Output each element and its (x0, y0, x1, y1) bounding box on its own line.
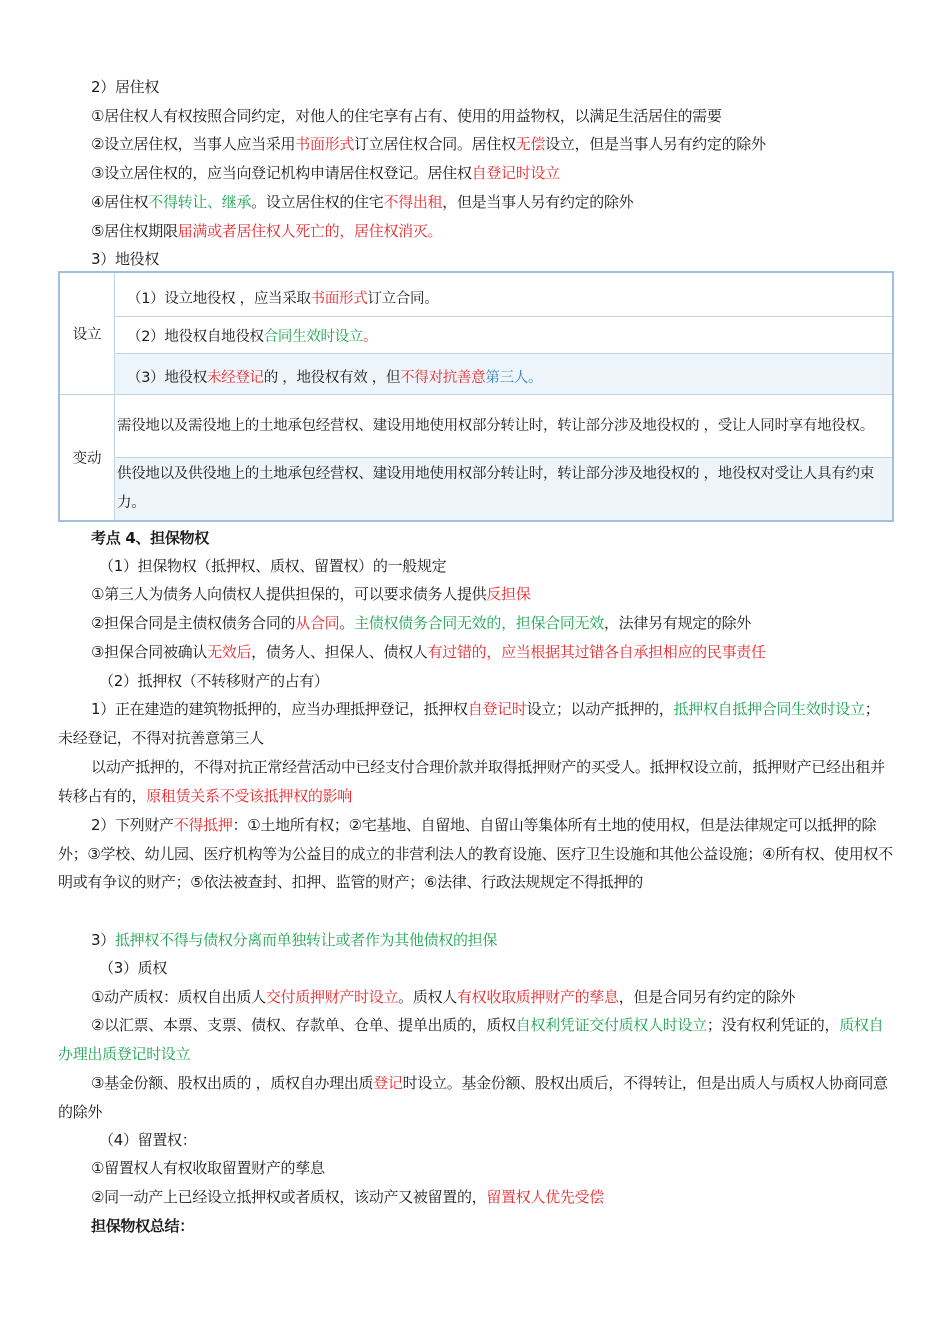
highlight-text-red: 无偿 (515, 135, 546, 153)
text-segment: 以动产抵押的，不得对抗正常经营活动中已经支付合理价款并取得抵押财产的买受人。抵押权设立前，抵押财产已经出租并转移占有的， (58, 758, 885, 805)
paragraph (58, 695, 894, 753)
paragraph (58, 753, 894, 811)
text-segment: 订立合同。 (367, 291, 439, 307)
table-cell (115, 458, 894, 522)
text-segment: 3） (91, 931, 115, 949)
highlight-text-red: 届满或者居住权人死亡的，居住权消灭。 (177, 222, 443, 240)
highlight-text-red: 不得对抗善意 (400, 369, 486, 386)
highlight-text-red: 从合同 (295, 614, 340, 632)
text-segment: 设立；以动产抵押的， (526, 700, 674, 718)
highlight-text-red: 登记 (373, 1074, 403, 1092)
table-row (59, 317, 893, 354)
highlight-text-green: 不得转让、继承 (148, 193, 252, 211)
text-segment: 订立居住权合同。居住权 (354, 135, 516, 153)
section-title-diyiquan: 3）地役权 (91, 250, 160, 268)
text-segment: ②设立居住权，当事人应当采用 (91, 135, 296, 153)
table-cell (115, 272, 894, 317)
highlight-text-red: 交付质押财产时设立 (265, 988, 399, 1006)
paragraph (91, 102, 927, 130)
paragraph (58, 1011, 894, 1069)
paragraph (91, 926, 927, 954)
text-segment: （2）地役权自地役权 (127, 328, 264, 345)
text-segment: 供役地以及供役地上的土地承包经营权、建设用地使用权部分转让时，转让部分涉及地役权的 ，地役权对受让人具有约束力。 (117, 466, 874, 511)
highlight-text-green: 质权自办理出质登记时设立 (58, 1016, 884, 1063)
highlight-text-red: 反担保 (486, 585, 531, 603)
section-title-juzhuquan: 2）居住权 (91, 78, 160, 96)
text-segment: ②同一动产上已经设立抵押权或者质权，该动产又被留置的， (91, 1188, 487, 1206)
highlight-text-green: 抵押权自抵押合同生效时设立 (673, 700, 865, 718)
highlight-text-red: 自登记时 (467, 700, 527, 718)
text-segment: 需役地以及需役地上的土地承包经营权、建设用地使用权部分转让时，转让部分涉及地役权的 ，受让人同时享有地役权。 (117, 417, 874, 434)
table-cell (115, 395, 894, 458)
text-segment: ②以汇票、本票、支票、债权、存款单、仓单、提单出质的，质权 (91, 1016, 516, 1034)
highlight-text-green: 主债权债务合同无效的，担保合同无效 (354, 614, 604, 632)
paragraph (91, 983, 927, 1011)
subsection-title-lien: （4）留置权： (99, 1131, 197, 1149)
summary-heading: 担保物权总结： (91, 1217, 194, 1235)
highlight-text-red: 自登记时设立 (471, 164, 560, 182)
text-segment: 。设立居住权的住宅 (251, 193, 384, 211)
text-segment: ①居住权人有权按照合同约定，对他人的住宅享有占有、使用的用益物权，以满足生活居住的需要 (91, 107, 722, 125)
table-cell (115, 354, 894, 395)
highlight-text-red: 不得抵押 (173, 816, 233, 834)
paragraph (91, 217, 927, 245)
text-segment: ，但是合同另有约定的除外 (618, 988, 796, 1006)
paragraph (58, 1069, 894, 1127)
paragraph (91, 638, 927, 666)
text-segment: ③基金份额、股权出质的 ，质权自办理出质 (91, 1074, 374, 1092)
text-segment: ，法律另有规定的除外 (603, 614, 751, 632)
text-segment: 。质权人 (398, 988, 457, 1006)
text-segment: 设立，但是当事人另有约定的除外 (545, 135, 766, 153)
section-heading-danbao: 考点 4、担保物权 (91, 529, 209, 547)
highlight-text-red: 未经登记 (206, 369, 264, 386)
paragraph (91, 159, 927, 187)
table-cell (115, 317, 894, 354)
highlight-text-red: 书面形式 (310, 291, 368, 307)
row-group-label-biandong: 变动 (59, 395, 115, 522)
text-segment: ④居住权 (91, 193, 149, 211)
row-group-label-sheli: 设立 (59, 272, 115, 395)
text-segment: 2）下列财产 (91, 816, 174, 834)
text-segment: （1）设立地役权 ，应当采取 (127, 291, 311, 307)
highlight-text-red: 。 (363, 328, 378, 345)
table-row (59, 395, 893, 458)
highlight-text-red: 有过错的，应当根据其过错各自承担相应的民事责任 (427, 643, 766, 661)
highlight-text-green: 合同生效时设立 (263, 328, 364, 345)
text-segment: ②担保合同是主债权债务合同的 (91, 614, 296, 632)
paragraph (91, 188, 927, 216)
diyiquan-table (58, 271, 894, 522)
text-segment: 的 ，地役权有效 ，但 (263, 369, 401, 386)
highlight-text-blue: 第三人。 (485, 369, 543, 386)
text-segment: ①第三人为债务人向债权人提供担保的，可以要求债务人提供 (91, 585, 487, 603)
highlight-text-red: 不得出租 (383, 193, 443, 211)
paragraph (91, 1183, 927, 1211)
highlight-text-green: 抵押权不得与债权分离而单独转让或者作为其他债权的担保 (114, 931, 498, 949)
text-segment: ：①土地所有权；②宅基地、自留地、自留山等集体所有土地的使用权，但是法律规定可以抵押的除外；③学校、幼儿园、医疗机构等为公益目的成立的非营利法人的教育设施、医疗卫生设施和其他公益设施；④所有权、使用权不明或有争议的财产；⑤依法被查封、扣押、监管的财产；⑥法律、行政法规规定不得抵押的 (58, 816, 893, 892)
text-segment: 时设立。基金份额、股权出质后，不得转让，但是出质人与质权人协商同意的除外 (58, 1074, 888, 1121)
text-segment: ；未经登记，不得对抗善意第三人 (58, 700, 880, 747)
text-segment: ；没有权利凭证的， (706, 1016, 840, 1034)
paragraph (91, 130, 927, 158)
highlight-text-red: 原租赁关系不受该抵押权的影响 (146, 787, 353, 805)
text-segment: （3）地役权 (127, 369, 207, 386)
text-segment: 。 (339, 614, 355, 632)
highlight-text-red: 无效后 (207, 643, 252, 661)
paragraph (91, 1154, 927, 1182)
subsection-title-mortgage: （2）抵押权（不转移财产的占有） (99, 672, 329, 690)
table-row (59, 354, 893, 395)
subsection-title-pledge: （3）质权 (99, 959, 168, 977)
paragraph (91, 609, 927, 637)
text-segment: ，但是当事人另有约定的除外 (442, 193, 634, 211)
text-segment: ①留置权人有权收取留置财产的孳息 (91, 1159, 325, 1177)
highlight-text-red: 有权收取质押财产的孳息 (456, 988, 619, 1006)
highlight-text-red: 书面形式 (295, 135, 355, 153)
table-row (59, 458, 893, 522)
text-segment: ③设立居住权的，应当向登记机构申请居住权登记。居住权 (91, 164, 472, 182)
text-segment: ③担保合同被确认 (91, 643, 208, 661)
subsection-title-general: （1）担保物权（抵押权、质权、留置权）的一般规定 (99, 557, 447, 575)
highlight-text-red: 留置权人优先受偿 (486, 1188, 604, 1206)
text-segment: ⑤居住权期限 (91, 222, 178, 240)
paragraph (91, 580, 927, 608)
text-segment: ，债务人、担保人、债权人 (251, 643, 428, 661)
text-segment: ①动产质权：质权自出质人 (91, 988, 266, 1006)
highlight-text-green: 自权利凭证交付质权人时设立 (515, 1016, 707, 1034)
text-segment: 1）正在建造的建筑物抵押的，应当办理抵押登记，抵押权 (91, 700, 468, 718)
paragraph (58, 811, 894, 897)
table-row (59, 272, 893, 317)
